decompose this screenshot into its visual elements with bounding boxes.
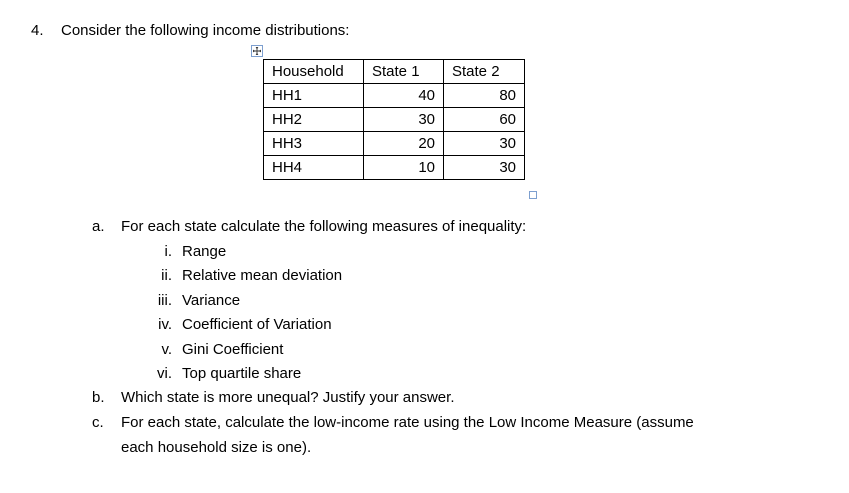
header-state-2: State 2	[444, 60, 525, 84]
household-cell: HH3	[264, 132, 364, 156]
state-1-cell: 30	[364, 108, 444, 132]
state-2-cell: 30	[444, 132, 525, 156]
state-2-cell: 60	[444, 108, 525, 132]
header-state-1: State 1	[364, 60, 444, 84]
state-2-cell: 30	[444, 156, 525, 180]
item-coefficient-of-variation: Coefficient of Variation	[182, 316, 332, 333]
item-variance: Variance	[182, 292, 241, 309]
item-iv-label: iv.	[158, 316, 172, 333]
household-cell: HH2	[264, 108, 364, 132]
state-1-cell: 40	[364, 84, 444, 108]
table-move-handle-icon[interactable]	[251, 45, 263, 57]
part-b-text: Which state is more unequal? Justify your answer.	[121, 389, 455, 406]
table-row	[264, 132, 525, 156]
item-top-quartile-share: Top quartile share	[182, 365, 302, 382]
state-2-cell: 80	[444, 84, 525, 108]
table-resize-handle-icon[interactable]	[529, 191, 537, 199]
part-c-label: c.	[92, 414, 104, 431]
question-number: 4.	[31, 22, 44, 39]
item-ii-label: ii.	[161, 267, 172, 284]
question-text: Consider the following income distributions:	[61, 22, 350, 39]
item-v-label: v.	[161, 341, 172, 358]
header-household: Household	[264, 60, 364, 84]
part-c-text-line2: each household size is one).	[121, 439, 312, 456]
part-b-label: b.	[92, 389, 105, 406]
income-table	[263, 59, 525, 180]
part-a-label: a.	[92, 218, 105, 235]
table-row	[264, 156, 525, 180]
item-vi-label: vi.	[157, 365, 172, 382]
item-range: Range	[182, 243, 227, 260]
item-gini-coefficient: Gini Coefficient	[182, 341, 284, 358]
item-relative-mean-deviation: Relative mean deviation	[182, 267, 343, 284]
part-c-text-line1: For each state, calculate the low-income rate using the Low Income Measure (assume	[121, 414, 694, 431]
household-cell: HH4	[264, 156, 364, 180]
household-cell: HH1	[264, 84, 364, 108]
item-i-label: i.	[164, 243, 172, 260]
table-row	[264, 84, 525, 108]
table-header-row	[264, 60, 525, 84]
part-a-text: For each state calculate the following measures of inequality:	[121, 218, 527, 235]
item-iii-label: iii.	[157, 292, 172, 309]
state-1-cell: 20	[364, 132, 444, 156]
state-1-cell: 10	[364, 156, 444, 180]
table-row	[264, 108, 525, 132]
